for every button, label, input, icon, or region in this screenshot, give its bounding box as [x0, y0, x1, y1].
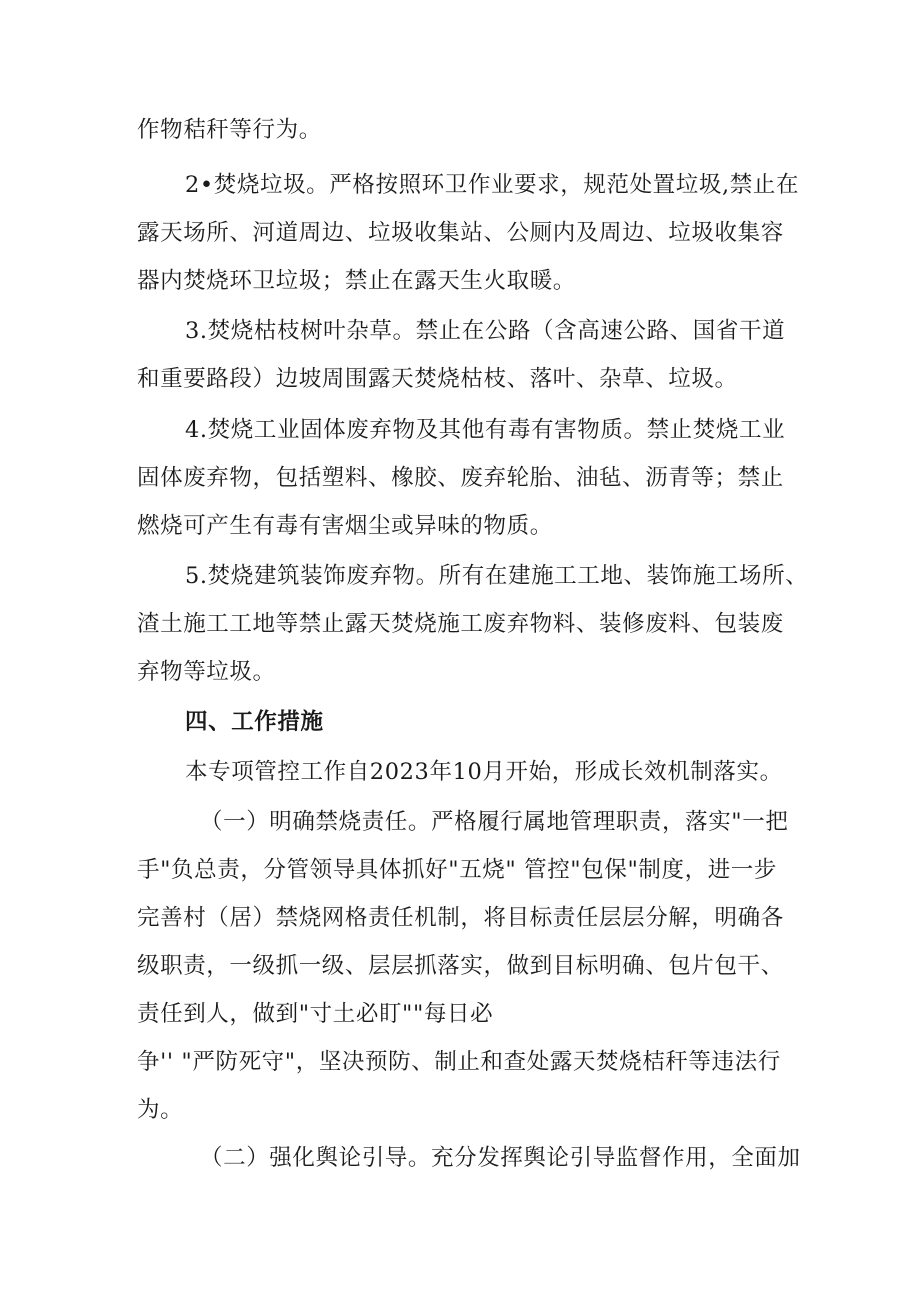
line-text: 渣土施工工地等禁止露天焚烧施工废弃物料、装修废料、包装废: [137, 611, 784, 637]
line-text: 责任到人，做到"寸土必盯""每日必: [137, 1001, 494, 1027]
section-heading: [0, 700, 920, 744]
paragraph-first-line: [0, 309, 920, 353]
line-text: 器内焚烧环卫垃圾；禁止在露天生火取暖。: [137, 268, 576, 294]
text-line: [0, 896, 920, 940]
text-line: [0, 1088, 920, 1132]
line-text: 手"负总责，分管领导具体抓好"五烧" 管控"包保"制度，进一步: [137, 857, 777, 883]
text-line: [0, 357, 920, 401]
text-line: [0, 650, 920, 694]
line-text: 露天场所、河道周边、垃圾收集站、公厕内及周边、垃圾收集容: [137, 220, 784, 246]
line-text: 燃烧可产生有毒有害烟尘或异味的物质。: [137, 513, 553, 539]
line-text: 和重要路段）边坡周围露天焚烧枯枝、落叶、杂草、垃圾。: [137, 366, 738, 392]
text-line: [0, 1040, 920, 1084]
line-text: 作物秸秆等行为。: [137, 117, 322, 143]
line-text: 本专项管控工作自2023年10月开始，形成长效机制落实。: [185, 759, 783, 785]
line-text: 争'' "严防死守"，坚决预防、制止和查处露天焚烧桔秆等违法行: [137, 1049, 781, 1075]
line-text: 为。: [137, 1097, 184, 1123]
paragraph-first-line: [0, 1136, 920, 1180]
line-text: 5.焚烧建筑装饰废弃物。所有在建施工工地、装饰施工场所、: [185, 563, 809, 589]
paragraph-first-line: [0, 163, 920, 207]
line-text: 4.焚烧工业固体废弃物及其他有毒有害物质。禁止焚烧工业: [185, 417, 786, 443]
line-text: 2•焚烧垃圾。严格按照环卫作业要求，规范处置垃圾,禁止在: [185, 172, 800, 198]
text-line: [0, 108, 920, 152]
line-text: 3.焚烧枯枝树叶杂草。禁止在公路（含高速公路、国省干道: [185, 318, 786, 344]
paragraph-first-line: [0, 408, 920, 452]
text-line: [0, 211, 920, 255]
heading-text: 四、工作措施: [185, 709, 324, 735]
text-line: [0, 992, 920, 1036]
paragraph-first-line: [0, 554, 920, 598]
paragraph-first-line: [0, 750, 920, 794]
line-text: （一）明确禁烧责任。严格履行属地管理职责，落实"一把: [200, 809, 789, 835]
line-text: （二）强化舆论引导。充分发挥舆论引导监督作用，全面加: [200, 1145, 801, 1171]
line-text: 弃物等垃圾。: [137, 659, 276, 685]
text-line: [0, 504, 920, 548]
text-line: [0, 259, 920, 303]
line-text: 固体废弃物，包括塑料、橡胶、废弃轮胎、油毡、沥青等；禁止: [137, 465, 784, 491]
text-line: [0, 456, 920, 500]
paragraph-first-line: [0, 800, 920, 844]
text-line: [0, 944, 920, 988]
line-text: 级职责，一级抓一级、层层抓落实，做到目标明确、包片包干、: [137, 953, 784, 979]
line-text: 完善村（居）禁烧网格责任机制，将目标责任层层分解，明确各: [137, 905, 784, 931]
text-line: [0, 602, 920, 646]
text-line: [0, 848, 920, 892]
